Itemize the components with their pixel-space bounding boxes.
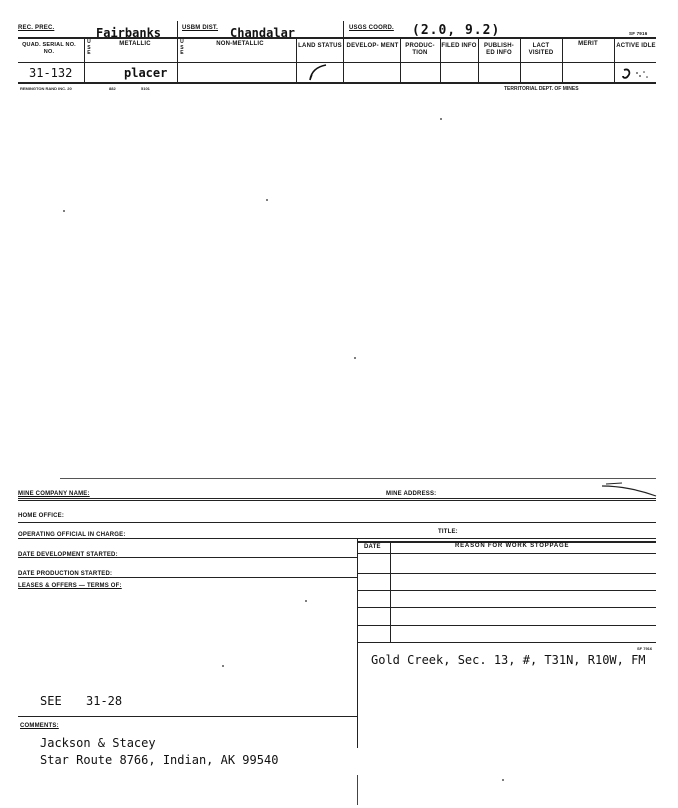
- see-label: SEE: [40, 694, 62, 708]
- printer-credit: REMINGTON RAND INC. 20: [20, 86, 72, 91]
- mine-company-name-label: MINE COMPANY NAME:: [18, 491, 90, 497]
- row-bottom-rule: [18, 82, 656, 84]
- leases-offers-label: LEASES & OFFERS — TERMS OF:: [18, 583, 122, 589]
- date-column-divider: [390, 541, 391, 643]
- usbm-dist-value: Chandalar: [230, 26, 296, 40]
- col-land-status: LAND STATUS: [298, 43, 342, 49]
- see-reference: 31-28: [86, 694, 123, 708]
- mine-address-label: MINE ADDRESS:: [386, 491, 437, 497]
- col-published-info: PUBLISH- ED INFO: [484, 43, 514, 56]
- date-development-started-label: DATE DEVELOPMENT STARTED:: [18, 552, 118, 558]
- lower-form: [0, 470, 678, 808]
- operating-official-label: OPERATING OFFICIAL IN CHARGE:: [18, 532, 126, 538]
- header-rule: [18, 37, 656, 39]
- serial-number-value: 31-132: [29, 66, 73, 80]
- comments-line-2: Star Route 8766, Indian, AK 99540: [40, 753, 279, 767]
- col-production: PRODUC- TION: [405, 43, 435, 56]
- usbm-dist-label: USBM DIST.: [182, 25, 219, 31]
- comments-label: COMMENTS:: [20, 723, 59, 729]
- footer-code-2: 5101: [141, 86, 150, 91]
- usgs-coord-value: (2.0, 9.2): [412, 23, 501, 38]
- col-quad-serial: QUAD. SERIAL NO. NO.: [22, 42, 76, 55]
- metallic-value: placer: [124, 66, 168, 80]
- col-metallic: METALLIC: [119, 41, 151, 47]
- col-active-idle: ACTIVE IDLE: [616, 43, 656, 49]
- date-production-started-label: DATE PRODUCTION STARTED:: [18, 571, 113, 577]
- top-card: [0, 0, 678, 100]
- rec-prec-value: Fairbanks: [96, 26, 162, 40]
- col-merit: MERIT: [578, 41, 598, 47]
- stoppage-date-header: DATE: [364, 544, 381, 550]
- col-development: DEVELOP- MENT: [346, 43, 399, 49]
- location-description: Gold Creek, Sec. 13, #, T31N, R10W, FM: [371, 653, 646, 667]
- territorial-dept-label: TERRITORIAL DEPT. OF MINES: [504, 86, 579, 92]
- col-use-a: U S E: [87, 39, 91, 56]
- land-status-check-mark: [306, 63, 330, 81]
- columns-rule: [18, 62, 656, 63]
- active-idle-mark: [620, 64, 654, 82]
- col-use-b: U S E: [180, 39, 184, 56]
- comments-line-1: Jackson & Stacey: [40, 736, 156, 750]
- stoppage-reason-header: REASON FOR WORK STOPPAGE: [455, 543, 570, 549]
- col-filed-info: FILED INFO: [441, 43, 477, 49]
- col-last-visited: LACT VISITED: [528, 43, 554, 56]
- home-office-label: HOME OFFICE:: [18, 513, 65, 519]
- form-number-lower: SF 7916: [637, 646, 653, 651]
- usgs-coord-label: USGS COORD.: [349, 25, 394, 31]
- rec-prec-label: REC. PREC.: [18, 25, 55, 31]
- form-number-top: SF 7916: [629, 31, 648, 36]
- col-non-metallic: NON-METALLIC: [216, 41, 264, 47]
- edge-scribble: [600, 480, 660, 498]
- footer-code-1: 882: [109, 86, 116, 91]
- title-label: TITLE:: [438, 529, 458, 535]
